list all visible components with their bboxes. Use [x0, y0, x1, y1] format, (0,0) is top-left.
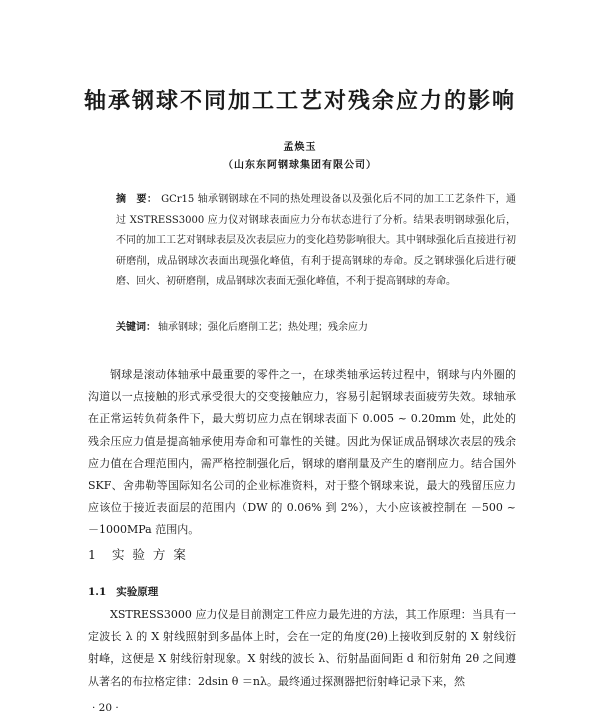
section-heading-1 — [88, 545, 188, 563]
principle-paragraph: XSTRESS3000 应力仪是目前测定工件应力最先进的方法，其工作原理：当具有一定波长 λ 的 X 射线照射到多晶体上时，会在一定的角度(2θ)上接收到反射的 X 射线衍射峰，这便是 X 射线衍射现象。X 射线的波长 λ、衍射晶面间距 d 和衍射角 2θ 之间遵从著名的布拉格定律：2dsin θ ＝nλ。最终通过探测器把衍射峰记录下来，然 — [88, 608, 516, 688]
author-name: 孟焕玉 — [283, 142, 317, 153]
author-affiliation: （山东东阿钢球集团有限公司） — [223, 160, 377, 171]
subsection-number: 1.1 — [88, 586, 107, 598]
subsection-title: 实验原理 — [116, 586, 159, 598]
section-title: 实 验 方 案 — [111, 547, 188, 562]
keywords-label: 关键词： — [116, 322, 156, 333]
abstract — [116, 190, 516, 293]
keywords-text: 轴承钢球；强化后磨削工艺；热处理；残余应力 — [158, 322, 368, 333]
subsection-heading-1-1 — [88, 584, 158, 599]
intro-paragraph: 钢球是滚动体轴承中最重要的零件之一，在球类轴承运转过程中，钢球与内外圈的沟道以一点接触的形式承受很大的交变接触应力，容易引起钢球表面疲劳失效。球轴承在正常运转负荷条件下，最大剪切应力点在钢球表面下 0.005 ~ 0.20mm 处，此处的残余压应力值是提高轴承使用寿命和可靠性的关键。因此为保证成品钢球次表层的残余应力值在合理范围内，需严格控制强化后，钢球的磨削量及产生的磨削应力。结合国外 SKF、舍弗勒等国际知名公司的企业标准资料，对于整个钢球来说，最大的残留压应力应该位于接近表面层的范围内（DW 的 0.06% 到 2%），大小应该被控制在 －500 ~ －1000MPa 范围内。 — [88, 368, 516, 537]
abstract-label: 摘 要： — [116, 194, 158, 205]
principle-section — [88, 604, 516, 693]
keywords — [116, 318, 516, 338]
paper-title: 轴承钢球不同加工工艺对残余应力的影响 — [83, 89, 516, 114]
page-number: · 20 · — [92, 702, 119, 714]
section-number: 1 — [88, 547, 98, 562]
intro-section — [88, 364, 516, 542]
abstract-text: GCr15 轴承钢钢球在不同的热处理设备以及强化后不同的加工工艺条件下，通过 XSTRESS3000 应力仪对钢球表面应力分布状态进行了分析。结果表明钢球强化后，不同的加工工艺对钢球表层及次表层应力的变化趋势影响很大。其中钢球强化后直接进行初研磨削，成品钢球次表面出现强化峰值，有利于提高钢球的寿命。反之钢球强化后进行硬磨、回火、初研磨削，成品钢球次表面无强化峰值，不利于提高钢球的寿命。 — [116, 194, 516, 287]
